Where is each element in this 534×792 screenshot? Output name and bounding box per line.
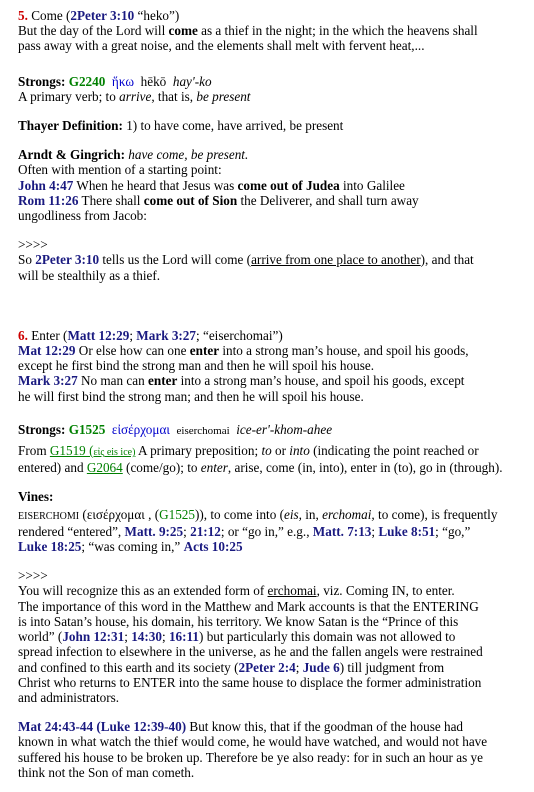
final-verse-cont: known in what watch the thief would come, he would have watched, and would not have	[18, 734, 488, 750]
scripture-link[interactable]: John 4:47	[18, 177, 74, 193]
arndt-gingrich: Arndt & Gingrich: have come, be present.	[18, 147, 249, 163]
scripture-link[interactable]: Acts 10:25	[183, 539, 243, 555]
greek-word: ἥκω	[111, 73, 135, 89]
strongs-derivation: From G1519 (εἰς eis ice) A primary preposition; to or into (indicating the point reached or	[18, 443, 479, 459]
scripture-link[interactable]: Rom 11:26	[18, 192, 79, 208]
scripture-link[interactable]: Mark 3:27	[136, 327, 196, 343]
john-verse: John 4:47 When he heard that Jesus was come out of Judea into Galilee	[18, 177, 405, 193]
verse-text-cont: pass away with a great noise, and the elements shall melt with fervent heat,...	[18, 38, 425, 54]
scripture-link[interactable]: 2Peter 3:10	[70, 8, 135, 23]
strongs-entry: Strongs: G1525 εἰσέρχομαι eiserchomai ice-er'-khom-ahee	[18, 421, 333, 437]
thayer-definition: Thayer Definition: 1) to have come, have arrived, be present	[18, 118, 344, 134]
mark-verse: Mark 3:27 No man can enter into a strong man’s house, and spoil his goods, except	[18, 373, 465, 389]
strongs-link[interactable]: G2064	[86, 460, 123, 476]
rom-verse-cont: ungodliness from Jacob:	[18, 208, 147, 224]
commentary-marker: >>>>	[18, 237, 48, 253]
scripture-link[interactable]: Mat 24:43-44 (Luke 12:39-40)	[18, 719, 187, 735]
strongs-derivation-cont: entered) and G2064 (come/go); to enter, arise, come (in, into), enter in (to), go in (through).	[18, 460, 503, 476]
final-verse-cont: think not the Son of man cometh.	[18, 764, 195, 780]
greek-word: εἰσέρχομαι	[111, 421, 170, 437]
commentary-marker: >>>>	[18, 568, 48, 584]
heading-word: Come (	[31, 8, 71, 23]
strongs-link[interactable]: G1525	[68, 421, 106, 437]
section-number: 5.	[18, 8, 28, 23]
scripture-link[interactable]: Matt. 9:25	[124, 523, 184, 539]
matt-verse: Mat 12:29 Or else how can one enter into a strong man’s house, and spoil his goods,	[18, 343, 469, 359]
heading-translit: “heko”)	[134, 8, 180, 23]
strongs-entry: Strongs: G2240 ἥκω hēkō hay'-ko	[18, 73, 212, 89]
commentary-line: and confined to this earth and its society (2Peter 2:4; Jude 6) till judgment from	[18, 659, 445, 675]
vines-text-cont: rendered “entered”, Matt. 9:25; 21:12; or “go in,” e.g., Matt. 7:13; Luke 8:51; “go,”	[18, 523, 471, 539]
final-verse-cont: suffered his house to be broken up. Therefore be ye also ready: for in such an hour as ye	[18, 749, 483, 765]
scripture-link[interactable]: 14:30	[131, 629, 162, 645]
document-page	[18, 8, 518, 780]
commentary-line: world” (John 12:31; 14:30; 16:11) but particularly this domain was not allowed to	[18, 629, 456, 645]
scripture-link[interactable]: Matt. 7:13	[312, 523, 372, 539]
verse-text: But the day of the Lord will come as a thief in the night; in the which the heavens shall	[18, 23, 478, 39]
scripture-link[interactable]: Luke 8:51	[378, 523, 436, 539]
vines-heading: Vines:	[18, 489, 54, 505]
strongs-definition: A primary verb; to arrive, that is, be present	[18, 88, 251, 104]
commentary-text-cont: will be stealthily as a thief.	[18, 267, 161, 283]
section-6-heading: 6. Enter (Matt 12:29; Mark 3:27; “eiserchomai”)	[18, 327, 283, 343]
commentary-text: So 2Peter 3:10 tells us the Lord will come (arrive from one place to another), and that	[18, 252, 474, 268]
scripture-link[interactable]: Mat 12:29	[18, 343, 76, 359]
commentary-line: spread infection to elsewhere in the universe, as he and the fallen angels were restrained	[18, 644, 483, 660]
commentary-line: and administrators.	[18, 689, 120, 705]
matt-verse-cont: except he first bind the strong man and then he will spoil his house.	[18, 358, 374, 374]
scripture-link[interactable]: John 12:31	[62, 629, 125, 645]
scripture-link[interactable]: 21:12	[190, 523, 221, 539]
section-number: 6.	[18, 327, 28, 343]
strongs-link[interactable]: G1519 (εἰς eis ice)	[49, 443, 136, 459]
commentary-line: The importance of this word in the Matthew and Mark accounts is that the ENTERING	[18, 598, 479, 614]
section-5-heading	[18, 8, 518, 23]
rom-verse: Rom 11:26 There shall come out of Sion the Deliverer, and shall turn away	[18, 192, 419, 208]
vines-text-cont2: Luke 18:25; “was coming in,” Acts 10:25	[18, 539, 243, 555]
commentary-line: is into Satan’s house, his domain, his territory. We know Satan is the “Prince of this	[18, 613, 459, 629]
strongs-link[interactable]: G2240	[68, 73, 106, 89]
scripture-link[interactable]: Matt 12:29	[67, 327, 130, 343]
commentary-line: Christ who returns to ENTER into the same house to displace the former administration	[18, 674, 482, 690]
scripture-link[interactable]: 2Peter 3:10	[35, 252, 100, 268]
final-verse: Mat 24:43-44 (Luke 12:39-40) But know this, that if the goodman of the house had	[18, 719, 464, 735]
vines-text: EISERCHOMI (εισέρχομαι , (G1525)), to come into (eis, in, erchomai, to come), is frequently	[18, 506, 498, 522]
arndt-note: Often with mention of a starting point:	[18, 162, 222, 178]
scripture-link[interactable]: 16:11	[168, 629, 199, 645]
mark-verse-cont: he will first bind the strong man; and then he will spoil his house.	[18, 388, 364, 404]
strongs-link[interactable]: G1525	[159, 506, 195, 522]
scripture-link[interactable]: Mark 3:27	[18, 373, 78, 389]
scripture-link[interactable]: Luke 18:25	[18, 539, 82, 555]
scripture-link[interactable]: Jude 6	[302, 659, 340, 675]
commentary-line: You will recognize this as an extended form of erchomai, viz. Coming IN, to enter.	[18, 583, 455, 599]
scripture-link[interactable]: 2Peter 2:4	[238, 659, 296, 675]
